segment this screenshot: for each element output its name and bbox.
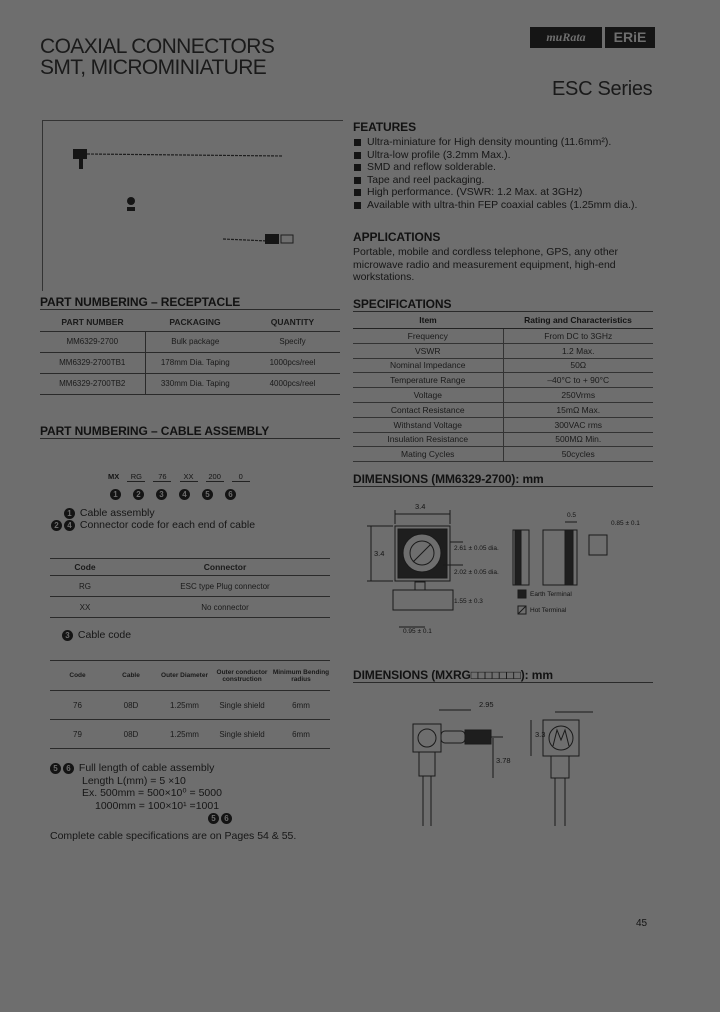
column-header: Cable bbox=[122, 672, 140, 679]
table-cell: 08D bbox=[123, 700, 139, 710]
number-badge: 5 bbox=[208, 813, 219, 824]
table-cell: 330mm Dia. Taping bbox=[160, 379, 230, 388]
note-connector-code bbox=[51, 519, 255, 532]
title-line-2: SMT, MICROMINIATURE bbox=[40, 56, 267, 79]
murata-logo: muRata bbox=[530, 27, 602, 48]
number-badge: 6 bbox=[225, 489, 236, 500]
cable-spec-reference: Complete cable specifications are on Pages 54 & 55. bbox=[50, 830, 297, 842]
column-header: Code bbox=[69, 672, 86, 679]
table-row bbox=[353, 329, 653, 344]
column-header: Outer conductor construction bbox=[216, 668, 268, 683]
length-formula: Length L(mm) = 5 ×10 bbox=[82, 774, 186, 787]
number-badge: 2 bbox=[133, 489, 144, 500]
number-badge: 1 bbox=[64, 508, 75, 519]
spec-value: 500MΩ Min. bbox=[503, 432, 653, 447]
table-cell: 1.25mm bbox=[170, 729, 199, 739]
table-row bbox=[353, 373, 653, 388]
note-cable-code bbox=[62, 629, 131, 642]
features-list bbox=[353, 136, 683, 211]
number-badge: 3 bbox=[156, 489, 167, 500]
table-row bbox=[40, 373, 340, 394]
feature-item: Ultra-low profile (3.2mm Max.). bbox=[353, 149, 683, 162]
table-cell: Single shield bbox=[219, 700, 265, 710]
dim-label: 1.55 ± 0.3 bbox=[454, 598, 483, 605]
part-code-boxes bbox=[108, 472, 250, 482]
length-example: Ex. 500mm = 500×10⁰ = 5000 bbox=[82, 787, 222, 799]
dim-label: 0.5 bbox=[567, 512, 577, 519]
column-header: Code bbox=[74, 562, 96, 572]
dim-label: 0.85 ± 0.1 bbox=[611, 520, 640, 527]
column-header: PART NUMBER bbox=[61, 317, 124, 328]
table-cell: XX bbox=[79, 602, 91, 612]
table-row bbox=[40, 352, 340, 373]
table-cell: 6mm bbox=[292, 700, 310, 710]
spec-item: VSWR bbox=[353, 343, 503, 358]
spec-value: –40°C to + 90°C bbox=[503, 373, 653, 388]
receptacle-section bbox=[40, 295, 340, 309]
code-box: 200 bbox=[206, 472, 224, 482]
dimensions-2-section bbox=[353, 668, 653, 682]
note-text: Connector code for each end of cable bbox=[79, 519, 256, 531]
column-header: Item bbox=[353, 312, 503, 329]
table-row bbox=[353, 432, 653, 447]
spec-item: Temperature Range bbox=[353, 373, 503, 388]
brand-logo bbox=[530, 26, 655, 49]
specifications-section bbox=[353, 297, 653, 311]
spec-value: 50cycles bbox=[503, 447, 653, 462]
table-cell: 79 bbox=[73, 729, 82, 739]
column-header: PACKAGING bbox=[169, 317, 221, 328]
table-row bbox=[353, 358, 653, 373]
dimensions-1-section bbox=[353, 472, 653, 486]
table-row bbox=[50, 720, 330, 749]
spec-value: 300VAC rms bbox=[503, 417, 653, 432]
dimensions-1-heading: DIMENSIONS (MM6329-2700): mm bbox=[353, 472, 544, 486]
number-badge: 5 bbox=[202, 489, 213, 500]
number-badge: 6 bbox=[63, 763, 74, 774]
dim-label: 3.3 bbox=[535, 730, 546, 739]
erie-logo: ERiE bbox=[605, 27, 655, 48]
code-number-row bbox=[110, 486, 238, 504]
table-row bbox=[50, 691, 330, 720]
table-cell: 178mm Dia. Taping bbox=[160, 358, 230, 367]
code-box: 76 bbox=[153, 472, 171, 482]
code-box: 0 bbox=[232, 472, 250, 482]
spec-item: Mating Cycles bbox=[353, 447, 503, 462]
table-row bbox=[353, 402, 653, 417]
note-text: Full length of cable assembly bbox=[78, 762, 215, 774]
column-header: Outer Diameter bbox=[161, 672, 208, 679]
page-title bbox=[40, 36, 274, 78]
dim-label: 3.78 bbox=[496, 756, 511, 765]
table-row bbox=[50, 597, 330, 618]
number-badge: 4 bbox=[64, 520, 75, 531]
table-cell: Single shield bbox=[219, 729, 265, 739]
spec-item: Voltage bbox=[353, 388, 503, 403]
exponent-badges bbox=[208, 810, 234, 828]
number-badge: 6 bbox=[221, 813, 232, 824]
dimensions-2-drawing bbox=[353, 686, 653, 831]
column-header: Minimum Bending radius bbox=[272, 668, 330, 683]
specifications-heading: SPECIFICATIONS bbox=[353, 297, 452, 311]
length-example: 1000mm = 100×10¹ =1001 bbox=[95, 799, 220, 812]
spec-item: Nominal Impedance bbox=[353, 358, 503, 373]
table-cell: RG bbox=[79, 581, 91, 591]
spec-item: Withstand Voltage bbox=[353, 417, 503, 432]
applications-section bbox=[353, 230, 643, 284]
dimensions-1-drawing bbox=[353, 490, 653, 640]
number-badge: 5 bbox=[50, 763, 61, 774]
connector-code-table bbox=[50, 558, 330, 618]
feature-item: High performance. (VSWR: 1.2 Max. at 3GHz) bbox=[353, 186, 683, 199]
receptacle-table bbox=[40, 314, 340, 395]
table-cell: No connector bbox=[201, 602, 249, 612]
legend-earth-terminal: Earth Terminal bbox=[530, 591, 572, 598]
receptacle-heading: PART NUMBERING – RECEPTACLE bbox=[40, 295, 241, 309]
table-row bbox=[353, 417, 653, 432]
product-photo bbox=[42, 120, 343, 291]
table-row bbox=[353, 388, 653, 403]
code-prefix: MX bbox=[108, 472, 120, 481]
table-cell: 1000pcs/reel bbox=[269, 358, 316, 367]
spec-item: Insulation Resistance bbox=[353, 432, 503, 447]
spec-item: Contact Resistance bbox=[353, 402, 503, 417]
table-row bbox=[50, 576, 330, 597]
spec-value: 50Ω bbox=[503, 358, 653, 373]
table-cell: 1.25mm bbox=[170, 700, 199, 710]
spec-value: From DC to 3GHz bbox=[503, 329, 653, 344]
note-cable-assembly bbox=[64, 507, 155, 520]
note-text: Cable code bbox=[77, 629, 132, 641]
feature-item: Available with ultra-thin FEP coaxial cables (1.25mm dia.). bbox=[353, 199, 683, 212]
applications-heading: APPLICATIONS bbox=[353, 230, 441, 244]
dimensions-2-heading: DIMENSIONS (MXRG□□□□□□□): mm bbox=[353, 668, 553, 682]
table-row bbox=[40, 331, 340, 352]
dim-label: 0.95 ± 0.1 bbox=[403, 628, 432, 635]
column-header: QUANTITY bbox=[270, 317, 315, 328]
column-header: Connector bbox=[203, 562, 247, 572]
cable-code-table bbox=[50, 660, 330, 749]
spec-value: 15mΩ Max. bbox=[503, 402, 653, 417]
table-cell: ESC type Plug connector bbox=[180, 581, 270, 591]
number-badge: 1 bbox=[110, 489, 121, 500]
table-row bbox=[353, 343, 653, 358]
number-badge: 4 bbox=[179, 489, 190, 500]
table-cell: Bulk package bbox=[171, 337, 220, 346]
page-number: 45 bbox=[636, 918, 648, 929]
note-text: Cable assembly bbox=[79, 507, 155, 519]
feature-item: SMD and reflow solderable. bbox=[353, 161, 683, 174]
series-label: ESC Series bbox=[552, 78, 653, 100]
feature-item: Ultra-miniature for High density mounting (11.6mm²). bbox=[353, 136, 683, 149]
table-cell: MM6329-2700TB2 bbox=[40, 373, 145, 394]
spec-value: 250Vrms bbox=[503, 388, 653, 403]
receptacle-dimension-drawing bbox=[353, 490, 653, 640]
dim-label: 2.61 ± 0.05 dia. bbox=[454, 545, 499, 552]
legend-hot-terminal: Hot Terminal bbox=[530, 607, 567, 614]
spec-item: Frequency bbox=[353, 329, 503, 344]
table-row bbox=[353, 447, 653, 462]
dim-label: 3.4 bbox=[374, 549, 385, 558]
dim-label: 3.4 bbox=[415, 502, 426, 511]
table-cell: Specify bbox=[279, 337, 306, 346]
feature-item: Tape and reel packaging. bbox=[353, 174, 683, 187]
table-cell: 4000pcs/reel bbox=[269, 379, 316, 388]
table-cell: MM6329-2700 bbox=[40, 331, 145, 352]
dim-label: 2.02 ± 0.05 dia. bbox=[454, 569, 499, 576]
cable-assembly-heading: PART NUMBERING – CABLE ASSEMBLY bbox=[40, 424, 270, 438]
column-header: Rating and Characteristics bbox=[503, 312, 653, 329]
note-length bbox=[50, 762, 340, 812]
table-cell: 76 bbox=[73, 700, 82, 710]
features-heading: FEATURES bbox=[353, 120, 416, 134]
dim-label: 2.95 bbox=[479, 700, 494, 709]
specifications-table bbox=[353, 312, 653, 462]
title-line-1: COAXIAL CONNECTORS bbox=[40, 35, 275, 58]
applications-text: Portable, mobile and cordless telephone, GPS, any other microwave radio and measurement equipment, high-end workstations. bbox=[353, 246, 618, 283]
table-cell: MM6329-2700TB1 bbox=[40, 352, 145, 373]
table-cell: 6mm bbox=[292, 729, 310, 739]
product-photo-graphic bbox=[43, 121, 343, 291]
table-cell: 08D bbox=[123, 729, 139, 739]
number-badge: 3 bbox=[62, 630, 73, 641]
code-box: XX bbox=[180, 472, 198, 482]
spec-value: 1.2 Max. bbox=[503, 343, 653, 358]
features-section bbox=[353, 120, 683, 211]
code-box: RG bbox=[127, 472, 145, 482]
cable-assembly-section bbox=[40, 424, 340, 438]
number-badge: 2 bbox=[51, 520, 62, 531]
